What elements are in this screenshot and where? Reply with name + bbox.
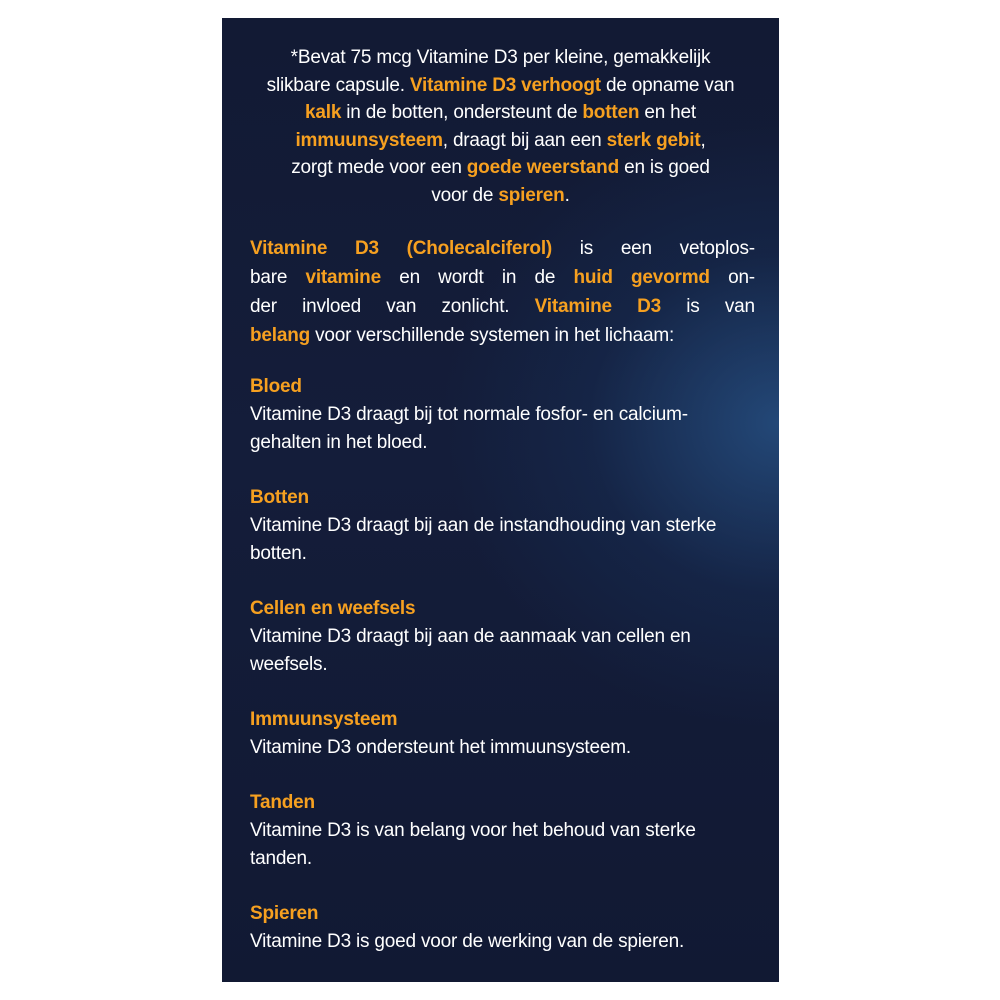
section-word: bij — [413, 626, 433, 647]
intro-paragraph — [252, 44, 749, 209]
paragraph-word: van — [724, 296, 755, 317]
section-body-line: botten. — [250, 543, 307, 564]
intro-line — [252, 44, 749, 72]
section-word: behoud — [542, 820, 605, 841]
section-word: en — [669, 626, 691, 647]
paragraph-word: der — [250, 296, 277, 317]
section-title: Tanden — [250, 792, 315, 813]
section-word: cellen — [616, 626, 665, 647]
intro-line — [252, 127, 749, 155]
section-body-line — [250, 817, 755, 845]
paragraph-word: in — [501, 267, 517, 288]
section-word: belang — [409, 820, 466, 841]
paragraph-word: is — [579, 238, 594, 259]
section-word: Vitamine — [250, 515, 322, 536]
vitamin-d3-info-panel — [222, 18, 779, 982]
intro-text: *Bevat 75 mcg Vitamine D3 per kleine, gemakkelijk — [290, 47, 711, 68]
intro-line — [252, 72, 749, 100]
section-title: Spieren — [250, 903, 319, 924]
section-word: van — [581, 626, 612, 647]
paragraph-line — [250, 234, 755, 263]
paragraph-word: huid — [573, 267, 613, 288]
intro-line — [252, 99, 749, 127]
section-word: van — [610, 820, 641, 841]
intro-highlight: sterk gebit — [606, 129, 701, 151]
section-title: Bloed — [250, 376, 302, 397]
intro-text: , — [700, 129, 706, 151]
paragraph-word: on- — [728, 267, 755, 288]
paragraph-word: Vitamine — [534, 296, 612, 317]
section-word: Vitamine — [250, 820, 322, 841]
section-word: voor — [470, 820, 507, 841]
section-immuunsysteem — [250, 706, 755, 762]
paragraph-line — [250, 263, 755, 292]
intro-highlight: kalk — [305, 102, 342, 123]
section-word: D3 — [327, 820, 351, 841]
intro-text: . — [564, 184, 570, 206]
paragraph-line — [250, 321, 755, 350]
paragraph-word: Vitamine — [250, 238, 328, 259]
paragraph-word: is — [686, 296, 700, 317]
section-body-line: Vitamine D3 is goed voor de werking van de spieren. — [250, 931, 685, 952]
intro-text: de opname van — [605, 74, 735, 96]
section-word: het — [511, 820, 538, 841]
section-botten — [250, 484, 755, 568]
section-body-line — [250, 623, 755, 651]
section-word: aan — [437, 626, 469, 647]
section-word: aan — [437, 515, 469, 536]
paragraph-word: bare — [250, 267, 288, 288]
paragraph-line — [250, 292, 755, 321]
section-word: D3 — [327, 404, 351, 425]
section-word: tot — [437, 404, 458, 425]
section-cellen-en-weefsels — [250, 595, 755, 679]
section-word: D3 — [327, 626, 351, 647]
section-tanden — [250, 789, 755, 873]
intro-highlight: Vitamine D3 verhoogt — [409, 74, 601, 96]
intro-line — [252, 154, 749, 182]
section-word: en — [592, 404, 614, 425]
section-word: aanmaak — [499, 626, 577, 647]
intro-text: , draagt bij aan een — [442, 129, 602, 151]
paragraph-word: de — [534, 267, 556, 288]
intro-line — [252, 182, 749, 210]
intro-highlight: botten — [582, 102, 640, 123]
intro-text: en is goed — [624, 157, 710, 178]
section-word: van — [374, 820, 405, 841]
intro-text: zorgt mede voor een — [291, 157, 462, 178]
section-word: sterke — [645, 820, 696, 841]
section-title: Botten — [250, 487, 309, 508]
paragraph-word: invloed — [302, 296, 361, 317]
paragraph-word: wordt — [438, 267, 484, 288]
section-body-line: Vitamine D3 ondersteunt het immuunsysteem. — [250, 737, 631, 758]
section-title: Cellen en weefsels — [250, 598, 416, 619]
section-title: Immuunsysteem — [250, 709, 398, 730]
section-body-line: tanden. — [250, 848, 312, 869]
paragraph-word: een — [620, 238, 652, 259]
section-body-line: weefsels. — [250, 654, 328, 675]
section-word: bij — [413, 515, 433, 536]
cholecalciferol-paragraph — [250, 234, 755, 350]
intro-highlight: goede weerstand — [466, 157, 619, 178]
section-word: de — [473, 515, 495, 536]
paragraph-word: vetoplos- — [679, 238, 755, 259]
paragraph-word: zonlicht. — [441, 296, 510, 317]
section-word: is — [356, 820, 370, 841]
paragraph-word: en — [399, 267, 420, 288]
section-word: Vitamine — [250, 626, 322, 647]
section-body-line — [250, 401, 755, 429]
section-word: sterke — [665, 515, 717, 536]
paragraph-word: belang — [250, 325, 311, 346]
intro-text: slikbare capsule. — [266, 74, 405, 96]
paragraph-word: (Cholecalciferol) — [406, 238, 553, 259]
section-word: calcium- — [618, 404, 688, 425]
paragraph-word: gevormd — [631, 267, 710, 288]
section-word: van — [630, 515, 661, 536]
intro-text: voor de — [431, 184, 494, 206]
paragraph-word: D3 — [354, 238, 379, 259]
section-word: instandhouding — [499, 515, 626, 536]
section-word: fosfor- — [535, 404, 588, 425]
section-word: de — [473, 626, 495, 647]
paragraph-text: voor verschillende systemen in het lichaam: — [315, 325, 675, 346]
paragraph-word: vitamine — [305, 267, 381, 288]
section-word: draagt — [356, 515, 409, 536]
intro-highlight: spieren — [498, 184, 565, 206]
section-body-line — [250, 512, 755, 540]
intro-text: in de botten, ondersteunt de — [346, 102, 578, 123]
section-body-line: gehalten in het bloed. — [250, 432, 428, 453]
section-word: bij — [413, 404, 433, 425]
intro-highlight: immuunsysteem — [295, 129, 443, 151]
section-word: D3 — [327, 515, 351, 536]
section-bloed — [250, 373, 755, 457]
section-spieren — [250, 900, 755, 956]
paragraph-word: D3 — [637, 296, 662, 317]
intro-text: en het — [644, 102, 696, 123]
paragraph-word: van — [386, 296, 417, 317]
section-word: normale — [462, 404, 531, 425]
section-word: draagt — [356, 404, 409, 425]
section-word: draagt — [356, 626, 409, 647]
section-word: Vitamine — [250, 404, 322, 425]
